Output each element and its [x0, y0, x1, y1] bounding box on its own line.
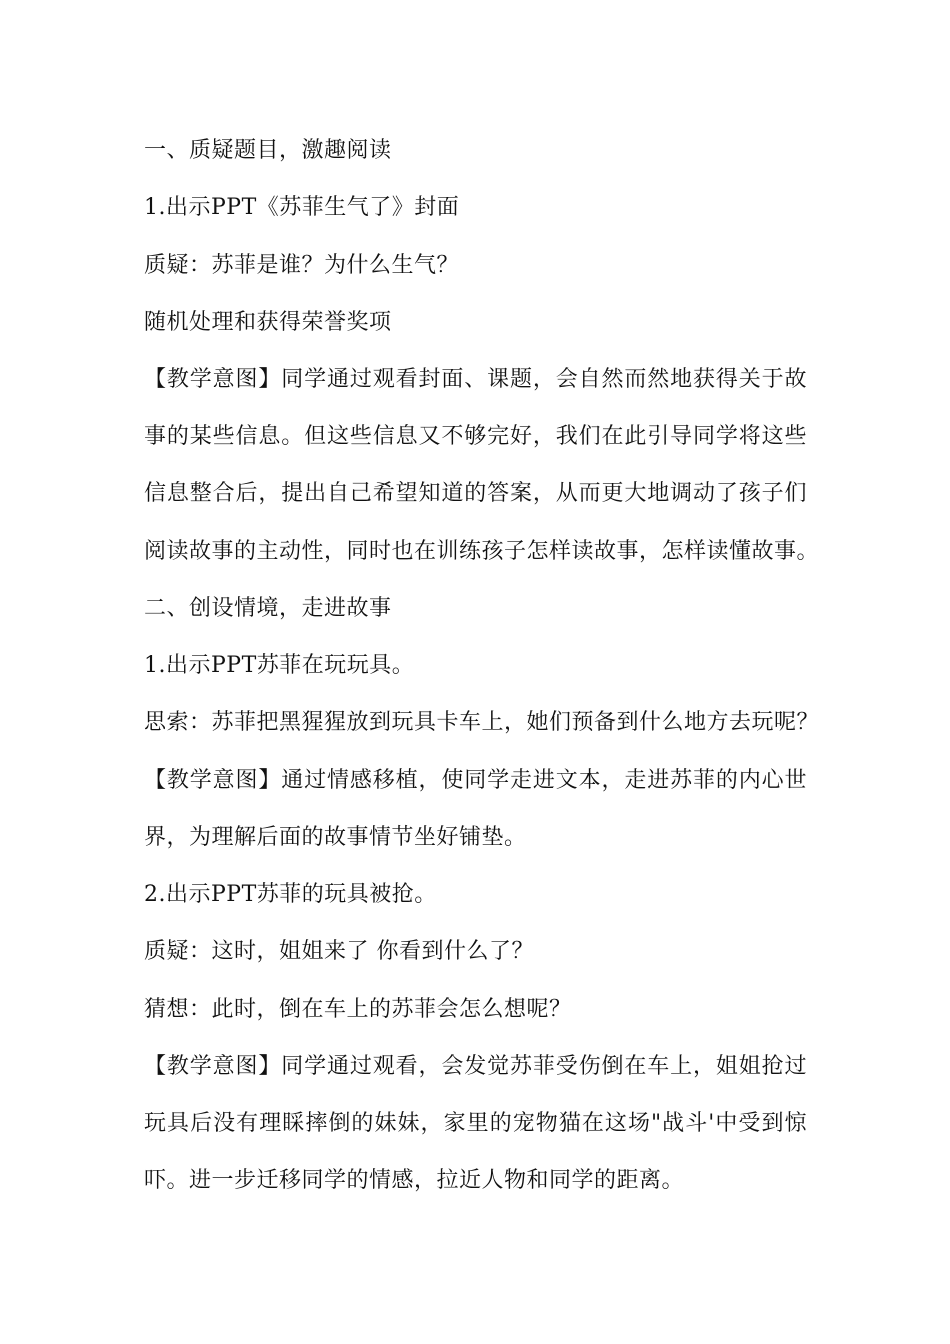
paragraph-line: 质疑：这时，姐姐来了 你看到什么了？	[144, 939, 534, 964]
paragraph-line: 吓。进一步迁移同学的情感，拉近人物和同学的距离。	[144, 1168, 685, 1193]
paragraph-line: 【教学意图】同学通过观看，会发觉苏菲受伤倒在车上，姐姐抢过	[144, 1054, 807, 1079]
paragraph-line: 信息整合后，提出自己希望知道的答案，从而更大地调动了孩子们	[144, 481, 807, 506]
paragraph-line: 思索：苏菲把黑猩猩放到玩具卡车上，她们预备到什么地方去玩呢？	[144, 710, 820, 735]
paragraph-line: 【教学意图】通过情感移植，使同学走进文本，走进苏菲的内心世	[144, 768, 807, 793]
paragraph-line: 猜想：此时，倒在车上的苏菲会怎么想呢？	[144, 997, 572, 1022]
paragraph-line: 质疑：苏菲是谁？为什么生气？	[144, 253, 460, 278]
paragraph-line: 界，为理解后面的故事情节坐好铺垫。	[144, 825, 527, 850]
paragraph-line: 1.出示PPT苏菲在玩玩具。	[144, 653, 415, 678]
paragraph-line: 1.出示PPT《苏菲生气了》封面	[144, 195, 460, 220]
paragraph-line: 事的某些信息。但这些信息又不够完好，我们在此引导同学将这些	[144, 424, 807, 449]
section-heading-1: 一、质疑题目，激趣阅读	[144, 138, 392, 163]
section-heading-2: 二、创设情境，走进故事	[144, 596, 392, 621]
paragraph-line: 2.出示PPT苏菲的玩具被抢。	[144, 882, 437, 907]
paragraph-line: 玩具后没有理睬摔倒的妹妹，家里的宠物猫在这场"战斗'中受到惊	[144, 1111, 807, 1136]
paragraph-line: 阅读故事的主动性，同时也在训练孩子怎样读故事，怎样读懂故事。	[144, 539, 820, 564]
paragraph-line: 【教学意图】同学通过观看封面、课题，会自然而然地获得关于故	[144, 367, 807, 392]
paragraph-line: 随机处理和获得荣誉奖项	[144, 310, 392, 335]
